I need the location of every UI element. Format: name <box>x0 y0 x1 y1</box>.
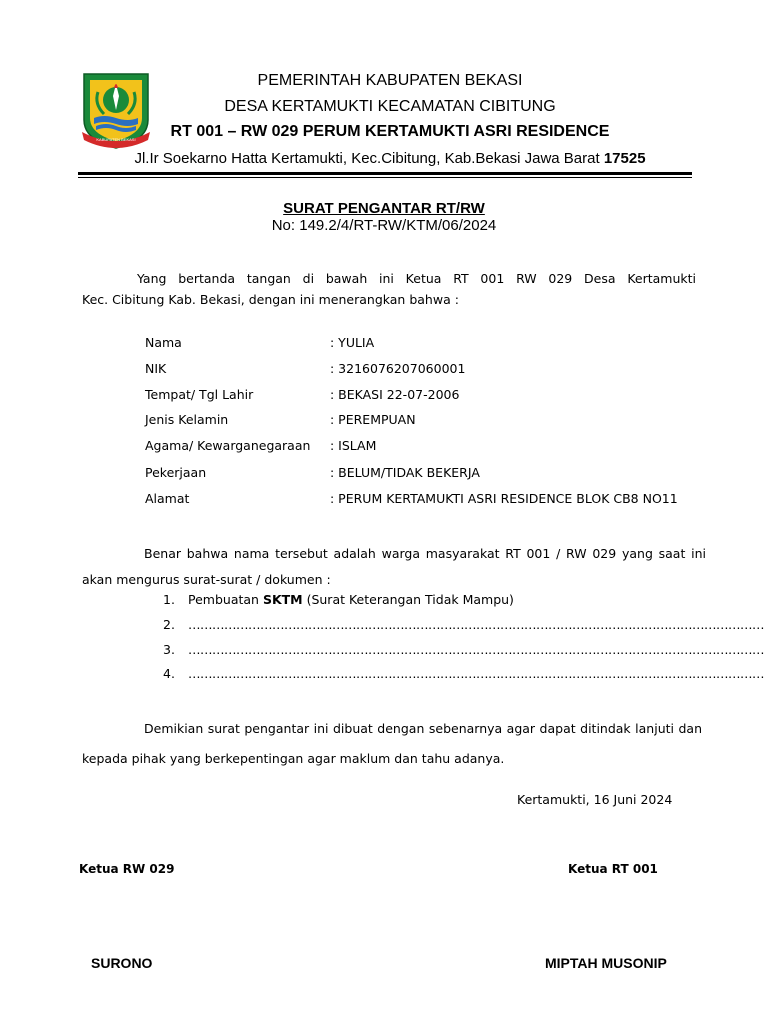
intro-line-1: Yang bertanda tangan di bawah ini Ketua RT 001 RW 029 Desa Kertamukti <box>137 271 696 286</box>
place-date: Kertamukti, 16 Juni 2024 <box>517 792 673 807</box>
identity-value-gender: : PEREMPUAN <box>330 412 416 427</box>
identity-value-occupation: : BELUM/TIDAK BEKERJA <box>330 465 480 480</box>
closing-line-2: kepada pihak yang berkepentingan agar maklum dan tahu adanya. <box>82 751 505 766</box>
statement-line-2: akan mengurus surat-surat / dokumen : <box>82 572 331 587</box>
identity-label-birth: Tempat/ Tgl Lahir <box>145 387 254 402</box>
statement-line-1: Benar bahwa nama tersebut adalah warga masyarakat RT 001 / RW 029 yang saat ini <box>144 546 706 561</box>
identity-value-nik: : 3216076207060001 <box>330 361 466 376</box>
identity-label-address: Alamat <box>145 491 190 506</box>
letterhead-address <box>90 150 690 167</box>
letterhead-divider-thick <box>78 172 692 175</box>
identity-label-occupation: Pekerjaan <box>145 465 207 480</box>
document-item-4-blank: ……………………………………………………………………………………………………………………………… <box>188 666 764 681</box>
document-item-number: 4. <box>163 666 175 681</box>
document-item-3-blank: ……………………………………………………………………………………………………………………………… <box>188 642 764 657</box>
postal-code: 17525 <box>603 150 646 167</box>
statement-paragraph <box>82 541 706 593</box>
document-item-number: 3. <box>163 642 175 657</box>
letter-number: No: 149.2/4/RT-RW/KTM/06/2024 <box>271 217 497 234</box>
letterhead-government: PEMERINTAH KABUPATEN BEKASI <box>257 72 523 89</box>
identity-label-nik: NIK <box>145 361 167 376</box>
signature-name-rt: MIPTAH MUSONIP <box>545 955 667 971</box>
identity-value-nama: : YULIA <box>330 335 375 350</box>
identity-value-birth: : BEKASI 22-07-2006 <box>330 387 460 402</box>
address-text: Jl.Ir Soekarno Hatta Kertamukti, Kec.Cibitung, Kab.Bekasi Jawa Barat <box>134 150 600 167</box>
intro-paragraph <box>82 268 696 310</box>
document-item-number: 1. <box>163 592 175 607</box>
letterhead-village: DESA KERTAMUKTI KECAMATAN CIBITUNG <box>224 98 556 115</box>
identity-value-address: : PERUM KERTAMUKTI ASRI RESIDENCE BLOK CB8 NO11 <box>330 491 678 506</box>
document-item-1 <box>188 592 514 607</box>
document-item-2-blank: ……………………………………………………………………………………………………………………………… <box>188 617 764 632</box>
letterhead-divider-thin <box>78 177 692 178</box>
closing-paragraph <box>82 714 702 774</box>
identity-label-religion: Agama/ Kewarganegaraan <box>145 438 311 453</box>
closing-line-1: Demikian surat pengantar ini dibuat dengan sebenarnya agar dapat ditindak lanjuti dan <box>144 721 702 736</box>
logo-ribbon-text: KABUPATEN BEKASI <box>96 137 136 142</box>
signature-title-rt: Ketua RT 001 <box>568 862 658 876</box>
signature-title-rw: Ketua RW 029 <box>79 862 175 876</box>
intro-line-2: Kec. Cibitung Kab. Bekasi, dengan ini menerangkan bahwa : <box>82 292 459 307</box>
document-item-1-bold: SKTM <box>262 592 303 607</box>
identity-label-nama: Nama <box>145 335 182 350</box>
identity-label-gender: Jenis Kelamin <box>145 412 229 427</box>
letterhead-rt-rw: RT 001 – RW 029 PERUM KERTAMUKTI ASRI RESIDENCE <box>170 123 610 140</box>
document-item-number: 2. <box>163 617 175 632</box>
identity-value-religion: : ISLAM <box>330 438 377 453</box>
signature-name-rw: SURONO <box>91 955 153 971</box>
document-item-1-prefix: Pembuatan <box>188 592 263 607</box>
letter-title: SURAT PENGANTAR RT/RW <box>283 200 485 217</box>
document-item-1-suffix: (Surat Keterangan Tidak Mampu) <box>302 592 514 607</box>
